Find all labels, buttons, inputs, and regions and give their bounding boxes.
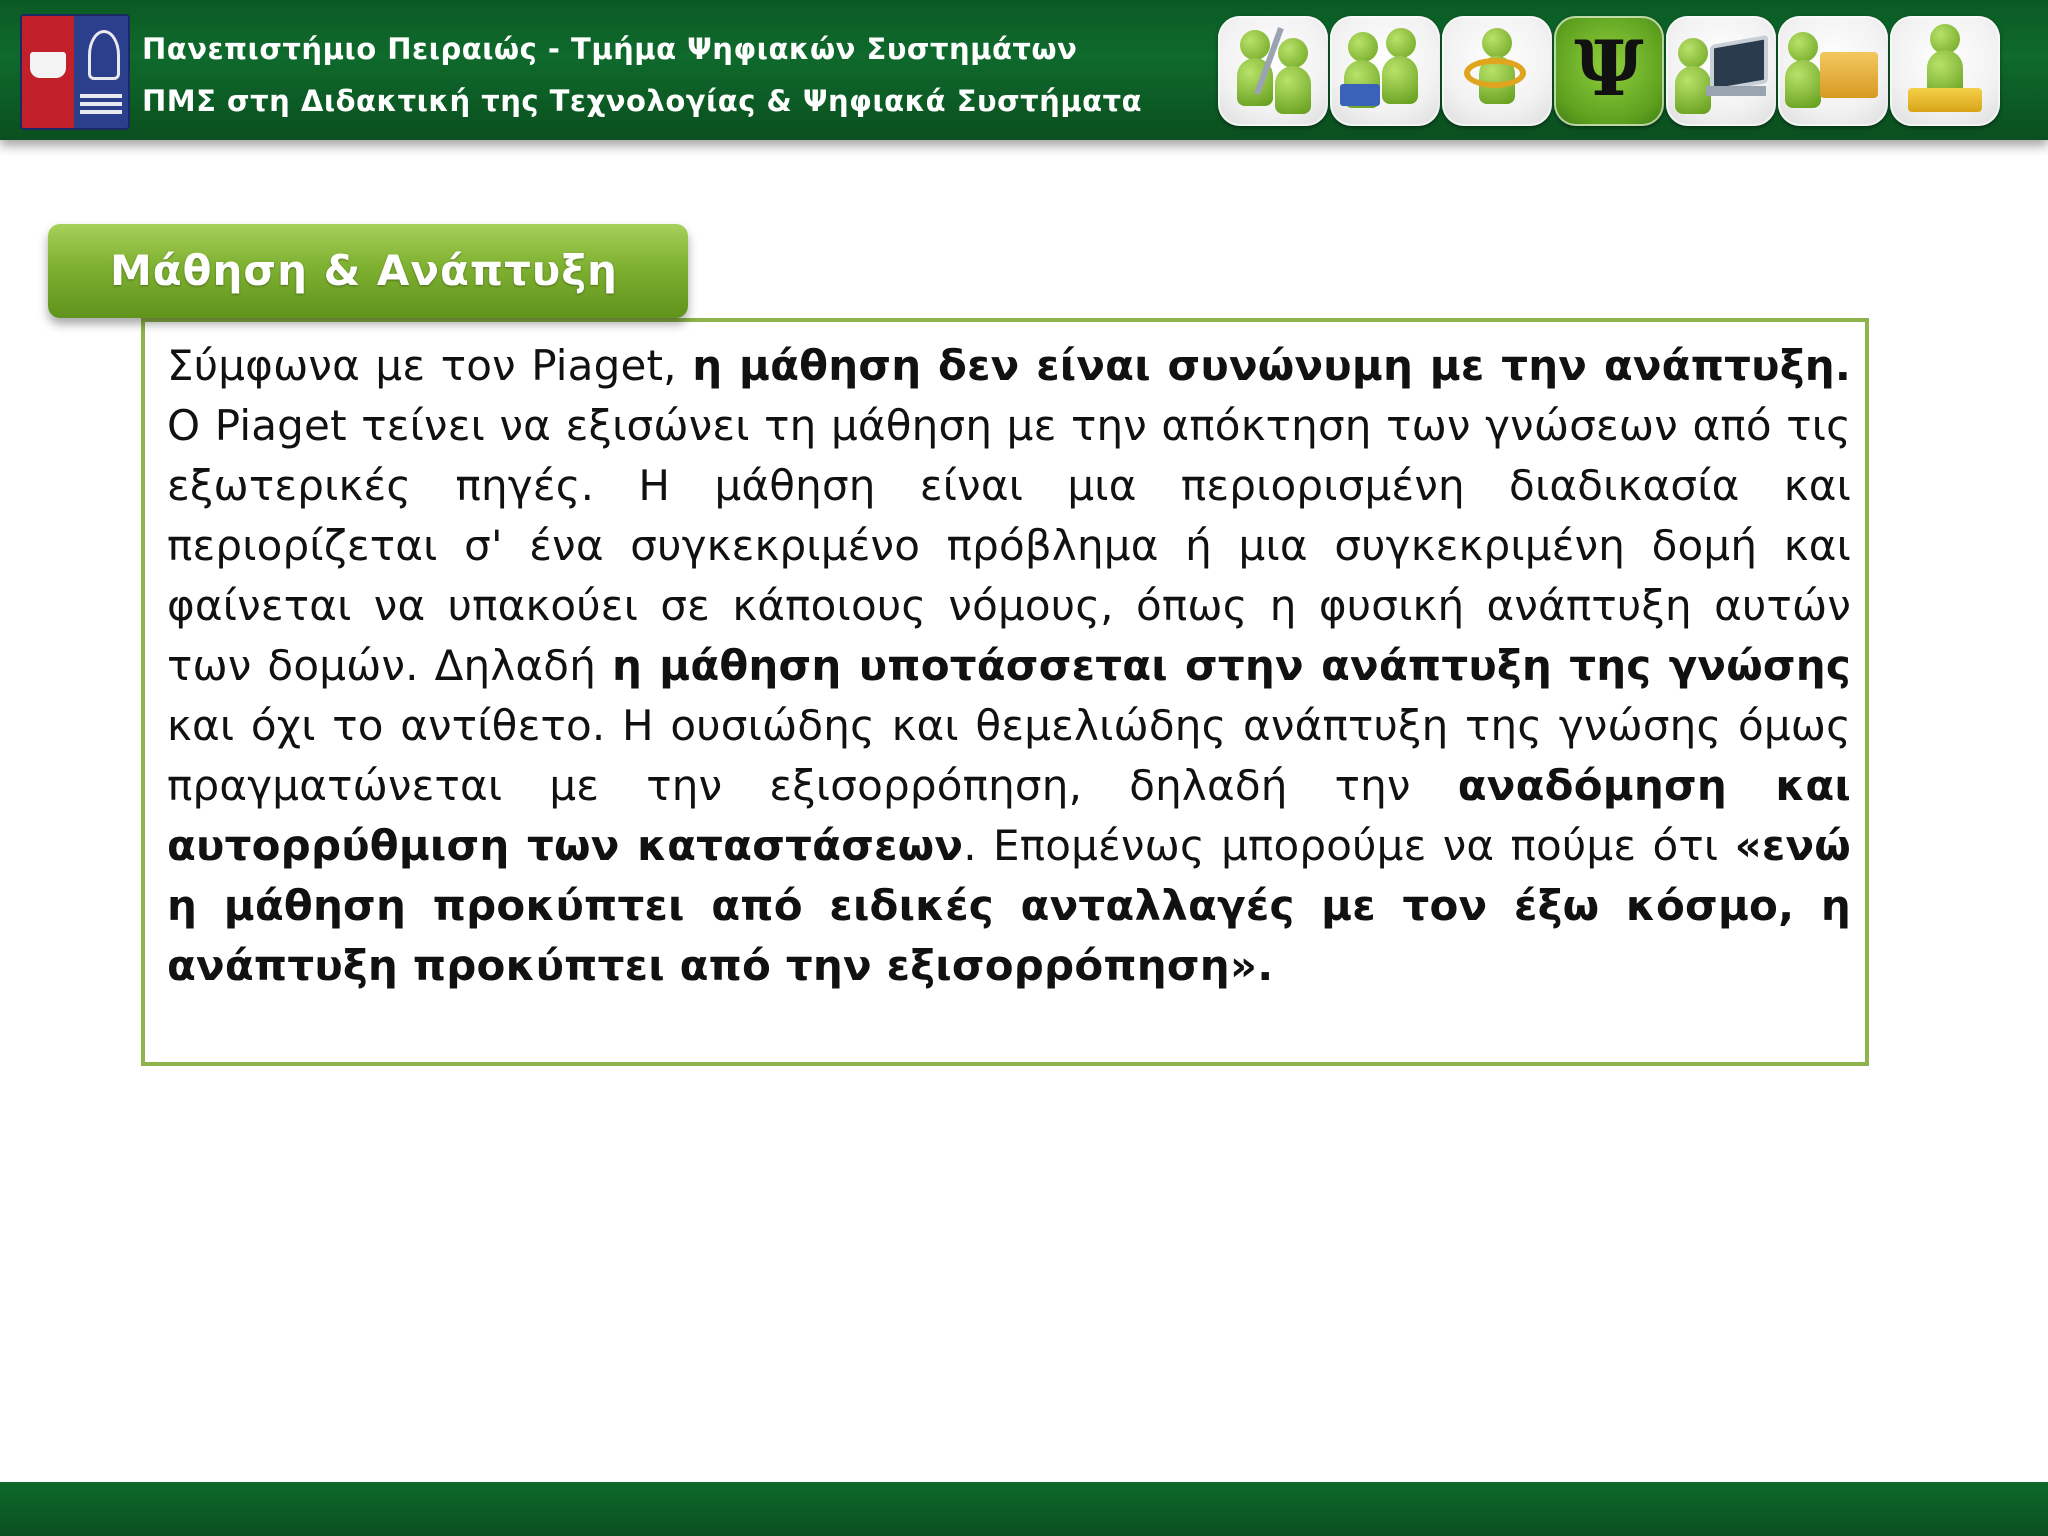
- people-with-pencil-icon: [1218, 16, 1328, 126]
- people-reading-icon: [1330, 16, 1440, 126]
- header-program-name: ΠΜΣ στη Διδακτική της Τεχνολογίας & Ψηφιακά Συστήματα: [142, 84, 1143, 118]
- text-run: Σύμφωνα με τον Piaget,: [167, 341, 693, 390]
- university-logo-icon: [20, 14, 130, 130]
- text-run: Ο Piaget τείνει να εξισώνει τη μάθηση με την απόκτηση των γνώσεων από τις εξωτερικές πηγές. Η μάθηση είναι μια περιορισμένη διαδικασία και περιορίζεται σ' ένα συγκεκριμένο πρόβλημα ή μια συγκεκριμένη δομή και φαίνεται να υπακούει σε κάποιους νόμους, όπως η φυσική ανάπτυξη αυτών των δομών. Δηλαδή: [167, 401, 1851, 690]
- person-with-email-icon: [1442, 16, 1552, 126]
- text-run: και όχι το αντίθετο. Η ουσιώδης και θεμελιώδης ανάπτυξη της γνώσης όμως πραγματώνεται με την εξισορρόπηση, δηλαδή την: [167, 701, 1851, 810]
- person-with-folder-icon: [1778, 16, 1888, 126]
- text-run-bold: η μάθηση υποτάσσεται στην ανάπτυξη της γνώσης: [611, 641, 1852, 690]
- header-university-name: Πανεπιστήμιο Πειραιώς - Τμήμα Ψηφιακών Συστημάτων: [142, 32, 1078, 66]
- text-run: . Επομένως μπορούμε να πούμε ότι: [963, 821, 1735, 870]
- psi-head-icon: Ψ: [1554, 16, 1664, 126]
- text-run-bold: η μάθηση δεν είναι συνώνυμη με την ανάπτυξη.: [692, 341, 1851, 390]
- text-run-bold: αναδόμηση και αυτορρύθμιση των καταστάσεων: [167, 761, 1851, 870]
- person-on-puzzle-icon: [1890, 16, 2000, 126]
- header-banner: [0, 0, 2048, 140]
- header-icon-strip: [1218, 16, 2034, 128]
- text-run-bold: «ενώ η μάθηση προκύπτει από ειδικές ανταλλαγές με τον έξω κόσμο, η ανάπτυξη προκύπτει από την εξισορρόπηση».: [167, 821, 1851, 990]
- content-box: [141, 318, 1869, 1066]
- footer-bar: [0, 1482, 2048, 1536]
- section-title-tab: [48, 224, 688, 318]
- section-title: Μάθηση & Ανάπτυξη: [110, 246, 618, 295]
- person-with-laptop-icon: [1666, 16, 1776, 126]
- body-paragraph: [167, 336, 1851, 996]
